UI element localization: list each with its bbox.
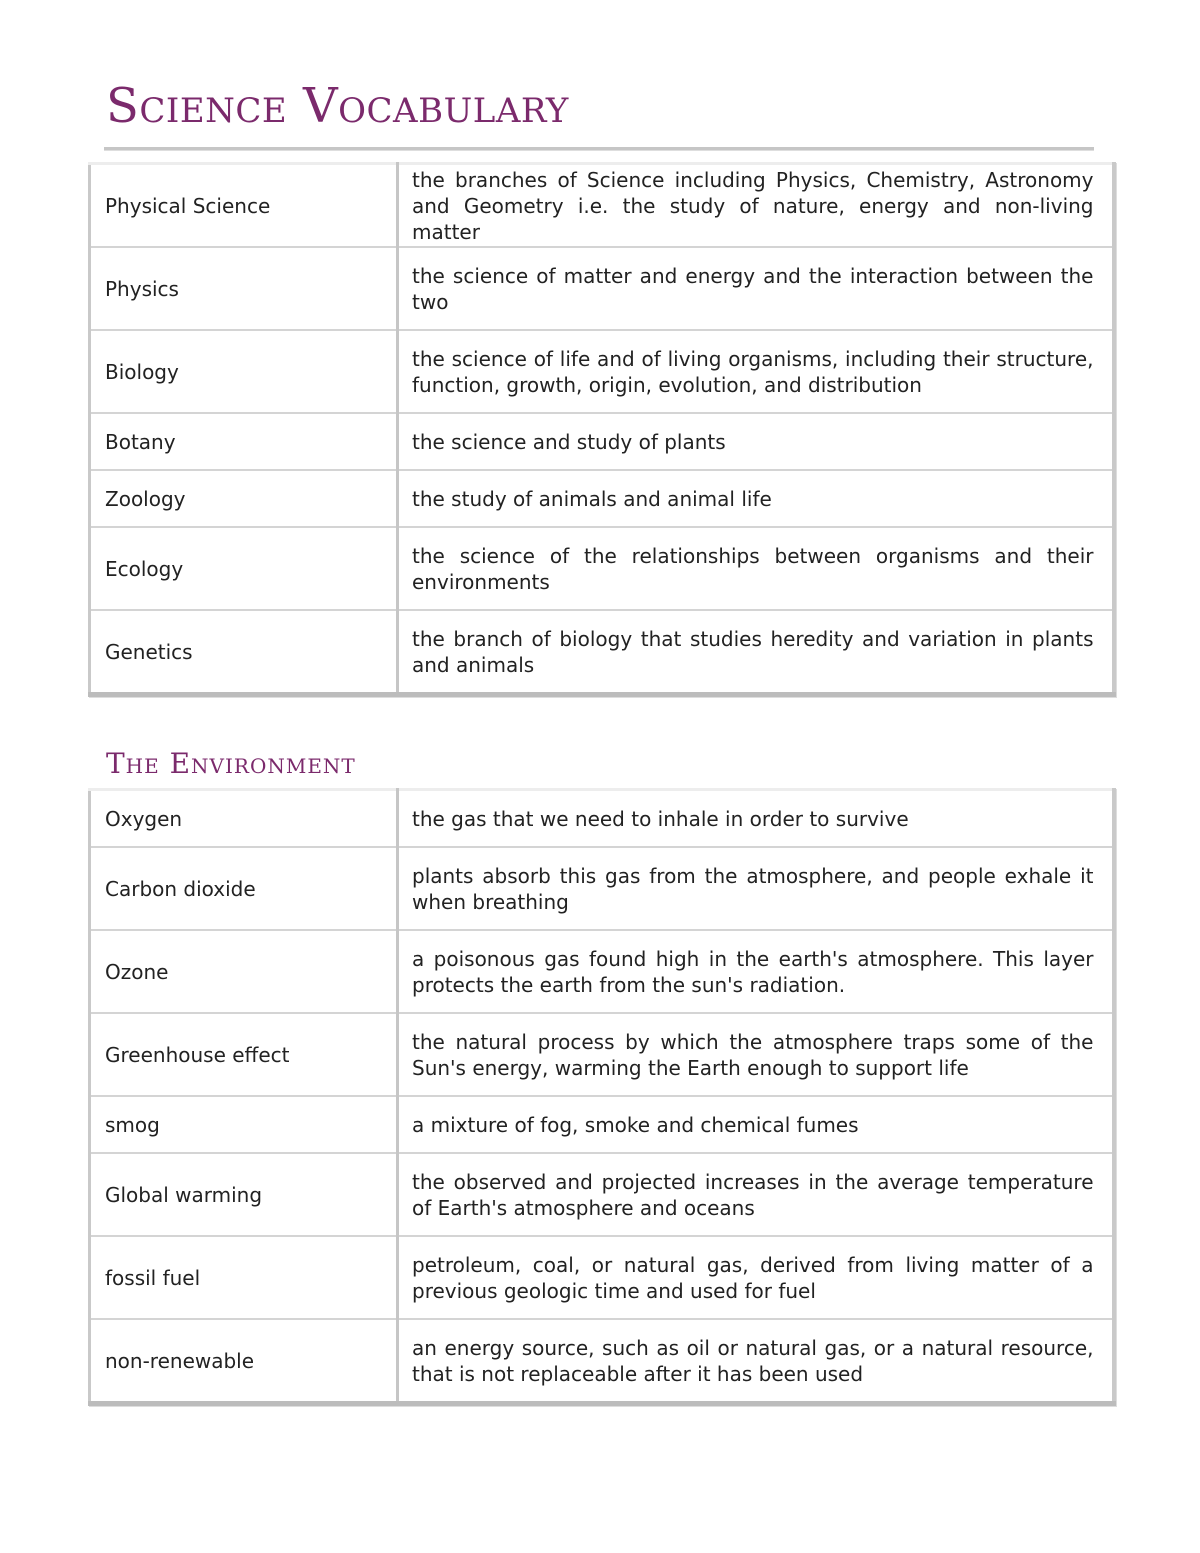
table-row <box>90 164 1114 248</box>
term-cell: Zoology <box>90 470 398 527</box>
table-row <box>90 1096 1114 1153</box>
term-cell: non-renewable <box>90 1319 398 1404</box>
definition-cell: the study of animals and animal life <box>398 470 1114 527</box>
definition-cell: the branch of biology that studies heredity and variation in plants and animals <box>412 626 1094 677</box>
table-row <box>90 847 1114 930</box>
term-cell: Genetics <box>90 610 398 695</box>
title-divider <box>104 147 1094 151</box>
page-title: Science Vocabulary <box>106 78 569 134</box>
definition-cell: the observed and projected increases in the average temperature of Earth's atmosphere and oceans <box>398 1153 1114 1236</box>
definition-cell: the gas that we need to inhale in order to survive <box>398 790 1114 848</box>
term-cell: Carbon dioxide <box>90 847 398 930</box>
term-cell: Oxygen <box>90 790 398 848</box>
table-row <box>90 247 1114 330</box>
term-cell: Ozone <box>90 930 398 1013</box>
table-row <box>90 1153 1114 1236</box>
definition-cell: the branches of Science including Physics, Chemistry, Astronomy and Geometry i.e. the study of nature, energy and non-living matter <box>398 164 1114 248</box>
definition-cell: the natural process by which the atmosphere traps some of the Sun's energy, warming the Earth enough to support life <box>398 1013 1114 1096</box>
term-cell: Global warming <box>90 1153 398 1236</box>
definition-cell: a poisonous gas found high in the earth's atmosphere. This layer protects the earth from the sun's radiation. <box>398 930 1114 1013</box>
table-row <box>90 1319 1114 1404</box>
term-cell: Physics <box>90 247 398 330</box>
term-cell: Greenhouse effect <box>90 1013 398 1096</box>
term-cell: Physical Science <box>90 164 398 248</box>
term-cell: fossil fuel <box>90 1236 398 1319</box>
table-row <box>90 790 1114 848</box>
table-row <box>90 610 1114 695</box>
table-row <box>90 1236 1114 1319</box>
definition-cell: the science of the relationships between organisms and their environments <box>398 527 1114 610</box>
table-row <box>90 470 1114 527</box>
term-cell: Botany <box>90 413 398 470</box>
table-row <box>90 1013 1114 1096</box>
section-heading: The Environment <box>106 747 356 780</box>
definition-cell: plants absorb this gas from the atmosphere, and people exhale it when breathing <box>398 847 1114 930</box>
definition-cell: an energy source, such as oil or natural gas, or a natural resource, that is not replaceable after it has been used <box>412 1335 1094 1386</box>
term-cell: Biology <box>90 330 398 413</box>
definition-cell: a mixture of fog, smoke and chemical fumes <box>398 1096 1114 1153</box>
definition-cell: the science of life and of living organisms, including their structure, function, growth, origin, evolution, and distribution <box>398 330 1114 413</box>
term-cell: smog <box>90 1096 398 1153</box>
science-vocabulary-table <box>88 162 1116 697</box>
term-cell: Ecology <box>90 527 398 610</box>
table-row <box>90 413 1114 470</box>
table-row <box>90 930 1114 1013</box>
definition-cell: petroleum, coal, or natural gas, derived from living matter of a previous geologic time and used for fuel <box>398 1236 1114 1319</box>
environment-vocabulary-table <box>88 788 1116 1406</box>
definition-cell: the science and study of plants <box>398 413 1114 470</box>
table-row <box>90 330 1114 413</box>
definition-cell: the science of matter and energy and the interaction between the two <box>398 247 1114 330</box>
table-row <box>90 527 1114 610</box>
